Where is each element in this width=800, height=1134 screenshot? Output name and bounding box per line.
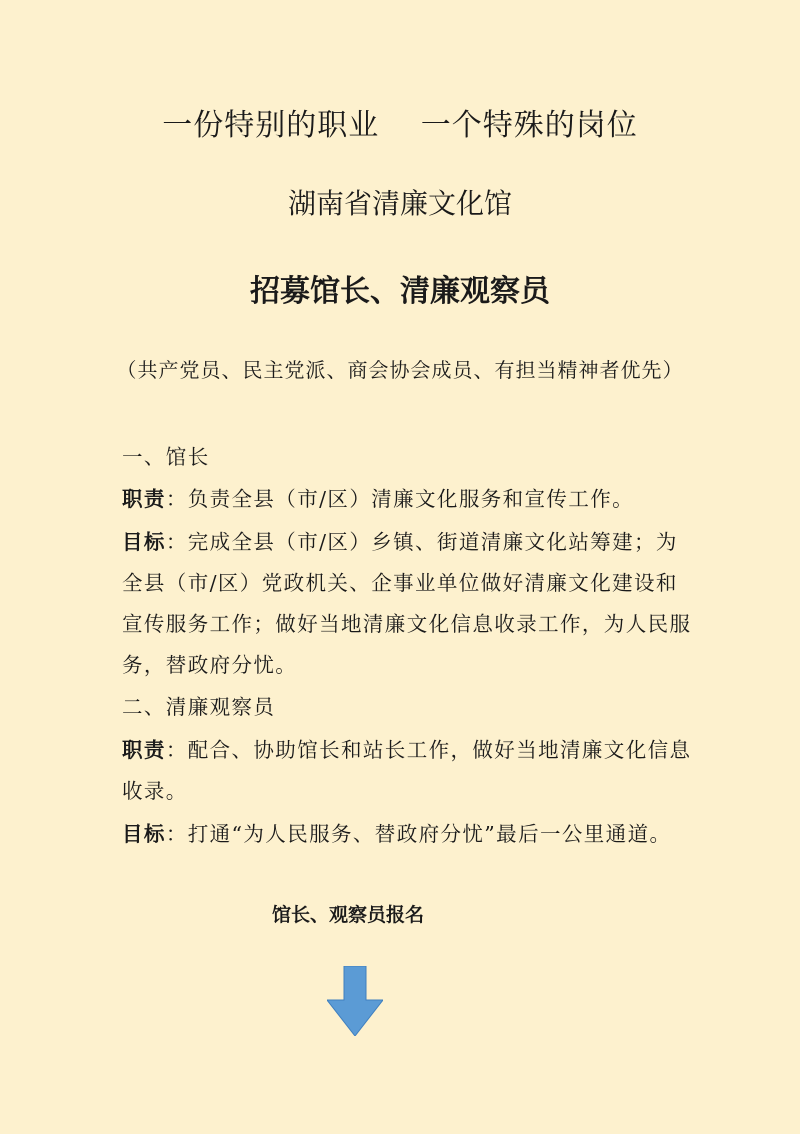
director-duty [122,482,634,512]
director-goal-line-3: 宣传服务工作；做好当地清廉文化信息收录工作，为人民服 [122,612,692,636]
director-goal-line-4: 务，替政府分忧。 [122,653,298,677]
section-title-observer: 二、清廉观察员 [122,695,276,719]
signup-label[interactable]: 馆长、观察员报名 [272,904,425,926]
page-title: 一份特别的职业 一个特殊的岗位 [162,108,638,143]
duty-text: ：负责全县（市/区）清廉文化服务和宣传工作。 [165,487,635,511]
goal-label: 目标 [122,822,166,846]
duty-label: 职责 [122,487,166,511]
down-arrow-icon[interactable] [327,966,383,1036]
observer-goal [122,817,671,847]
goal-text: ：完成全县（市/区）乡镇、街道清廉文化站筹建；为 [165,530,678,554]
duty-label: 职责 [122,738,166,762]
goal-label: 目标 [122,530,166,554]
organization-name: 湖南省清廉文化馆 [287,187,512,220]
director-goal-line-1 [122,525,678,555]
director-goal-line-2: 全县（市/区）党政机关、企事业单位做好清廉文化建设和 [122,571,678,595]
section-title-director: 一、馆长 [122,445,210,469]
goal-text: ：打通“为人民服务、替政府分忧”最后一公里通道。 [165,822,672,846]
duty-text: ：配合、协助馆长和站长工作，做好当地清廉文化信息 [165,738,692,762]
observer-duty-line-2: 收录。 [122,779,188,803]
priority-note: （共产党员、民主党派、商会协会成员、有担当精神者优先） [116,358,684,382]
recruit-title: 招募馆长、清廉观察员 [250,274,550,309]
observer-duty-line-1 [122,733,691,763]
